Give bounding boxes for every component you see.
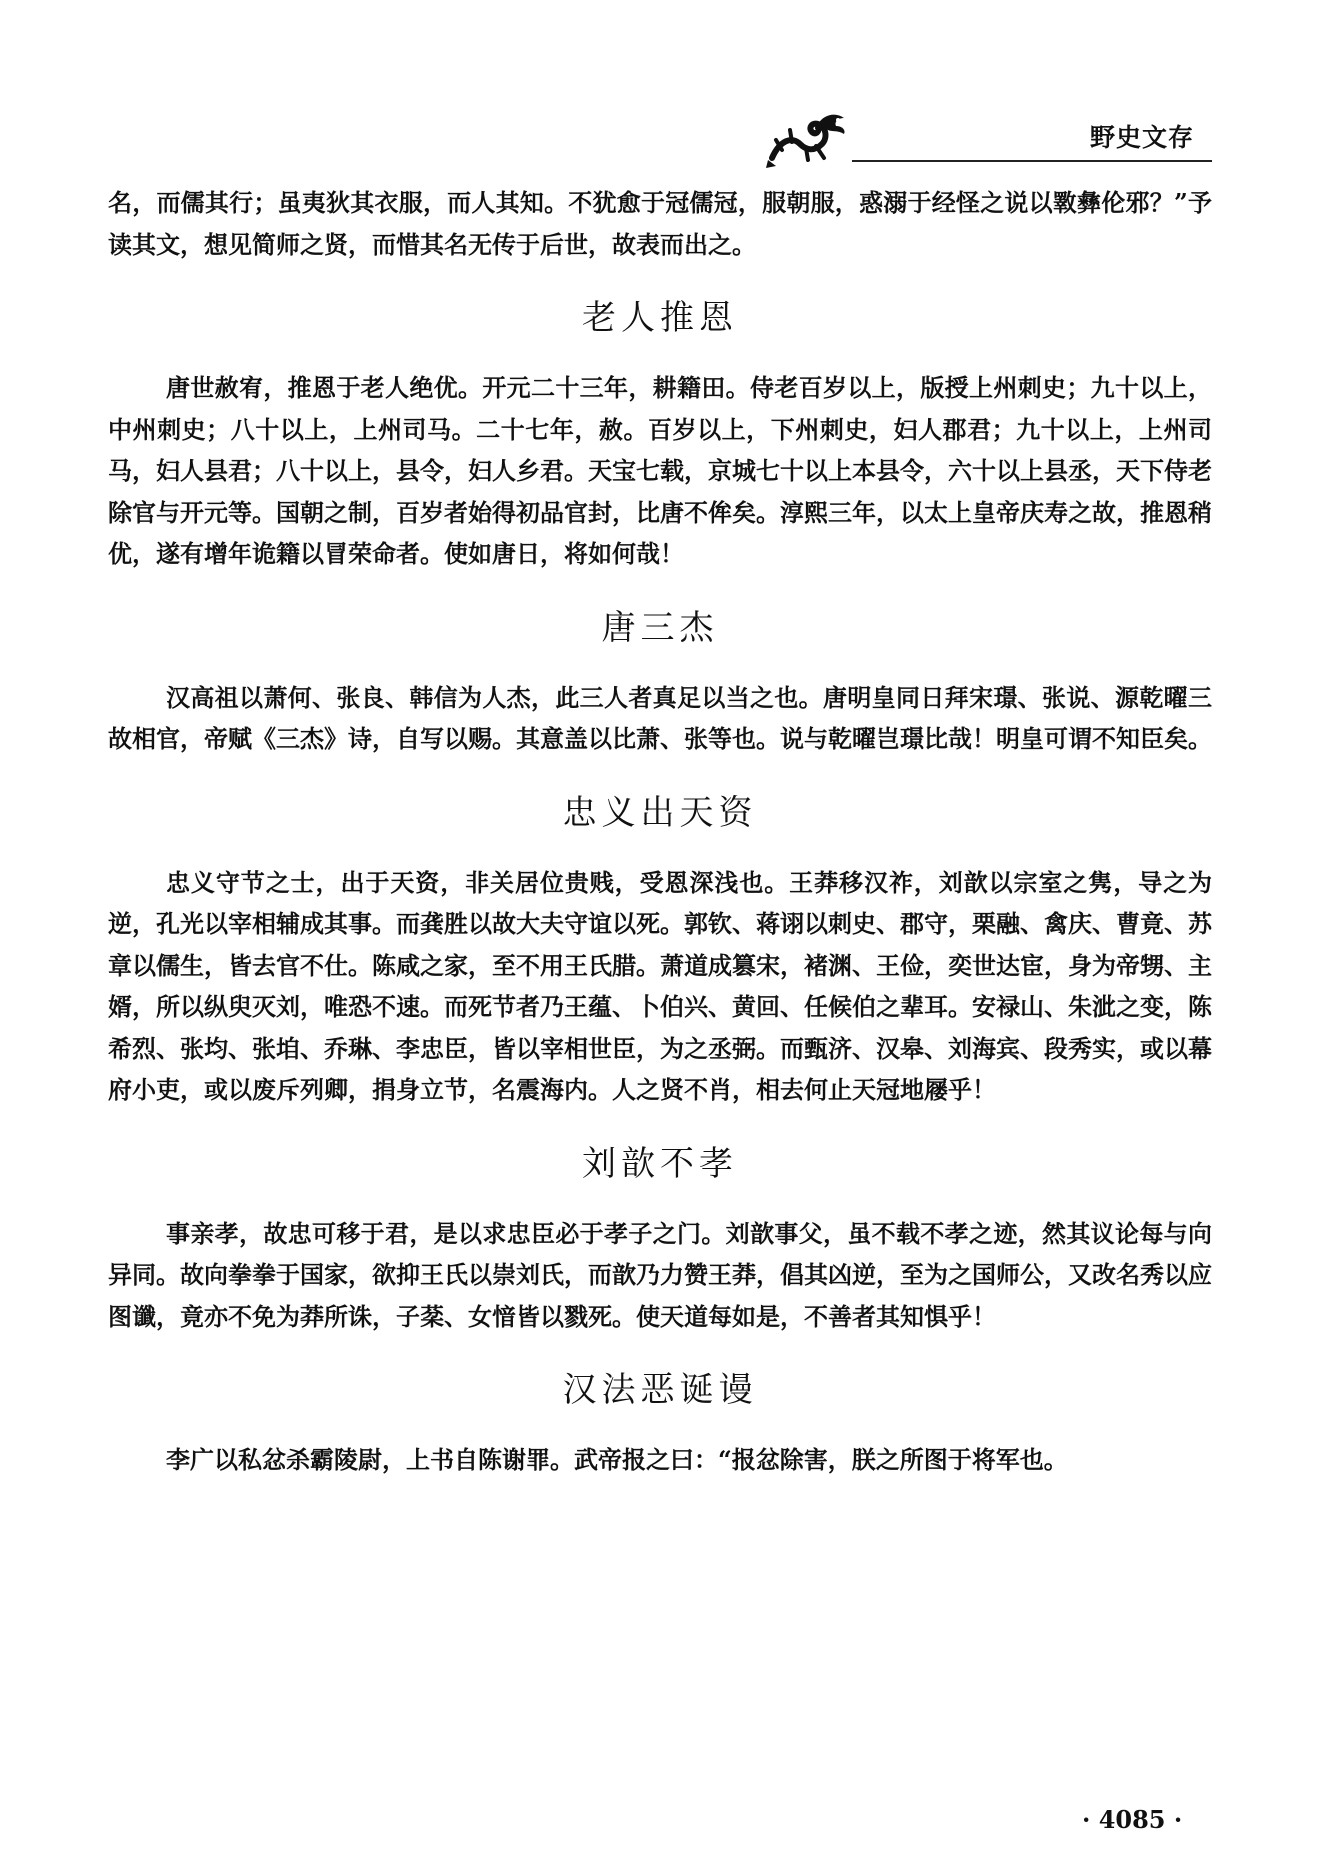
header-rule: [852, 160, 1212, 162]
section-title-han-law: 汉法恶诞谩: [562, 1370, 758, 1410]
section-body-tang-three-heroes: 汉高祖以萧何、张良、韩信为人杰，此三人者真足以当之也。唐明皇同日拜宋璟、张说、源乾曜三故相官，帝赋《三杰》诗，自写以赐。其意盖以比萧、张等也。说与乾曜岂璟比哉！明皇可谓不知臣矣。: [108, 682, 1212, 753]
section-body-han-law: 李广以私忿杀霸陵尉，上书自陈谢罪。武帝报之曰：“报忿除害，朕之所图于将军也。: [166, 1445, 1068, 1474]
section-body-liu-xin-unfilial: 事亲孝，故忠可移于君，是以求忠臣必于孝子之门。刘歆事父，虽不载不孝之迹，然其议论每与向异同。故向拳拳于国家，欲抑王氏以崇刘氏，而歆乃力赞王莽，倡其凶逆，至为之国师公，又改名秀以应图谶，竟亦不免为莽所诛，子棻、女愔皆以戮死。使天道每如是，不善者其知惧乎！: [108, 1218, 1212, 1331]
dragon-emblem-icon: [762, 100, 852, 172]
section-title-tang-three-heroes: 唐三杰: [601, 607, 719, 648]
page-number: · 4085 ·: [1082, 1805, 1183, 1834]
section-title-liu-xin-unfilial: 刘歆不孝: [582, 1143, 738, 1184]
opening-paragraph: 名，而儒其行；虽夷狄其衣服，而人其知。不犹愈于冠儒冠，服朝服，惑溺于经怪之说以斁彝伦邪？”予读其文，想见简师之贤，而惜其名无传于后世，故表而出之。: [108, 188, 1212, 259]
section-body-loyalty-innate: 忠义守节之士，出于天资，非关居位贵贱，受恩深浅也。王莽移汉祚，刘歆以宗室之隽，导之为逆，孔光以宰相辅成其事。而龚胜以故大夫守谊以死。郭钦、蒋诩以刺史、郡守，栗融、禽庆、曹竟、苏章以儒生，皆去官不仕。陈咸之家，至不用王氏腊。萧道成篡宋，褚渊、王俭，奕世达宦，身为帝甥、主婿，所以纵臾灭刘，唯恐不速。而死节者乃王蕴、卜伯兴、黄回、任候伯之辈耳。安禄山、朱泚之变，陈希烈、张均、张垍、乔琳、李忠臣，皆以宰相世臣，为之丞弼。而甄济、汉皋、刘海宾、段秀实，或以幕府小吏，或以废斥列卿，捐身立节，名震海内。人之贤不肖，相去何止天冠地屦乎！: [108, 867, 1212, 1104]
page-content: [108, 182, 1212, 1481]
series-title: 野史文存: [1089, 123, 1194, 152]
page-header: [0, 0, 1322, 170]
section-title-loyalty-innate: 忠义出天资: [562, 792, 758, 833]
section-body-elder-grace: 唐世赦宥，推恩于老人绝优。开元二十三年，耕籍田。侍老百岁以上，版授上州刺史；九十以上，中州刺史；八十以上，上州司马。二十七年，赦。百岁以上，下州刺史，妇人郡君；九十以上，上州司马，妇人县君；八十以上，县令，妇人乡君。天宝七载，京城七十以上本县令，六十以上县丞，天下侍老除官与开元等。国朝之制，百岁者始得初品官封，比唐不侔矣。淳熙三年，以太上皇帝庆寿之故，推恩稍优，遂有增年诡籍以冒荣命者。使如唐日，将如何哉！: [108, 373, 1212, 568]
section-title-elder-grace: 老人推恩: [582, 298, 738, 338]
